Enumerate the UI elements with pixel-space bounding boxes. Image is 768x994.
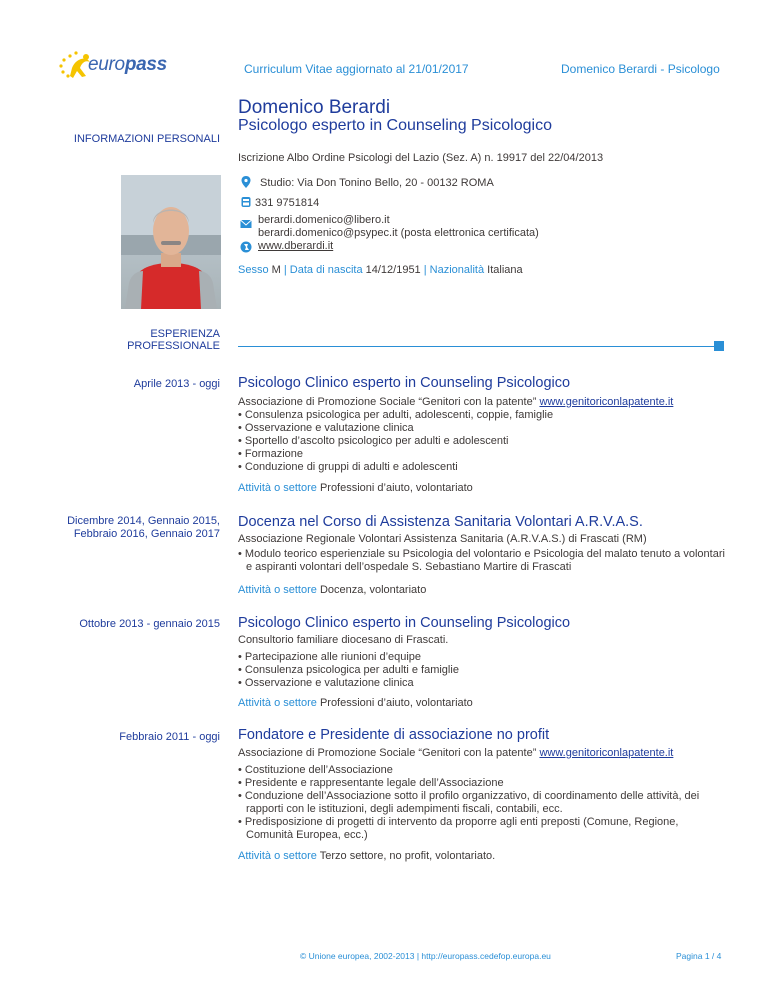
job-bullets xyxy=(238,651,459,690)
birth-value: 14/12/1951 xyxy=(365,264,421,276)
job-sector xyxy=(238,697,473,709)
employer-link[interactable]: www.genitoriconlapatente.it xyxy=(539,747,674,759)
job-date-line1: Dicembre 2014, Gennaio 2015, xyxy=(67,515,220,527)
list-item: • Sportello d’ascolto psicologico per adulti e adolescenti xyxy=(238,435,553,448)
section-divider-square xyxy=(714,341,724,351)
section-label-line1: ESPERIENZA xyxy=(150,328,220,340)
address-text: Studio: Via Don Tonino Bello, 20 - 00132 ROMA xyxy=(260,177,494,189)
list-item: • Formazione xyxy=(238,448,553,461)
person-name: Domenico Berardi xyxy=(238,97,391,118)
footer-copyright: © Unione europea, 2002-2013 | http://europass.cedefop.europa.eu xyxy=(300,951,551,961)
job-bullets xyxy=(238,764,718,842)
nationality-label: Nazionalità xyxy=(429,264,485,276)
list-item: • Conduzione di gruppi di adulti e adolescenti xyxy=(238,461,553,474)
section-divider xyxy=(238,346,714,347)
employer-link[interactable]: www.genitoriconlapatente.it xyxy=(539,396,674,408)
email-primary[interactable]: berardi.domenico@libero.it xyxy=(258,214,390,226)
list-item: • Osservazione e valutazione clinica xyxy=(238,677,459,690)
sector-label: Attività o settore xyxy=(238,697,317,709)
job-date xyxy=(0,515,220,541)
nationality-value: Italiana xyxy=(487,264,523,276)
page-number: Pagina 1 / 4 xyxy=(676,951,722,961)
email-certified[interactable]: berardi.domenico@psypec.it (posta elettronica certificata) xyxy=(258,227,539,239)
sector-label: Attività o settore xyxy=(238,482,317,494)
job-employer xyxy=(238,396,673,408)
website-link[interactable]: www.dberardi.it xyxy=(258,240,334,252)
sector-value: Professioni d’aiuto, volontariato xyxy=(319,697,473,709)
sex-label: Sesso xyxy=(238,264,269,276)
job-bullets xyxy=(238,548,730,574)
job-bullets xyxy=(238,409,553,474)
separator: | xyxy=(423,264,427,276)
job-title: Docenza nel Corso di Assistenza Sanitaria Volontari A.R.V.A.S. xyxy=(238,514,643,530)
job-date: Febbraio 2011 - oggi xyxy=(119,731,220,743)
job-employer: Associazione Regionale Volontari Assistenza Sanitaria (A.R.V.A.S.) di Frascati (RM) xyxy=(238,533,647,545)
website-icon xyxy=(240,241,252,253)
section-label-experience xyxy=(0,328,220,352)
employer-name: Associazione di Promozione Sociale “Genitori con la patente” xyxy=(238,396,537,408)
list-item: • Presidente e rappresentante legale dell’Associazione xyxy=(238,777,718,790)
employer-name: Associazione di Promozione Sociale “Genitori con la patente” xyxy=(238,747,537,759)
sector-label: Attività o settore xyxy=(238,584,317,596)
job-sector xyxy=(238,850,495,862)
job-date: Ottobre 2013 - gennaio 2015 xyxy=(79,618,220,630)
sector-value: Terzo settore, no profit, volontariato. xyxy=(319,850,496,862)
location-pin-icon xyxy=(240,176,252,188)
sex-value: M xyxy=(271,264,281,276)
person-subtitle: Psicologo esperto in Counseling Psicologico xyxy=(238,117,552,134)
job-sector xyxy=(238,482,473,494)
list-item: • Osservazione e valutazione clinica xyxy=(238,422,553,435)
job-employer: Consultorio familiare diocesano di Frascati. xyxy=(238,634,449,646)
sector-value: Professioni d’aiuto, volontariato xyxy=(319,482,473,494)
section-label-line2: PROFESSIONALE xyxy=(127,340,220,352)
list-item: • Modulo teorico esperienziale su Psicologia del volontario e Psicologia del malato tenuto a volontari e aspiranti volontari dell’ospedale S. Sebastiano Martire di Frascati xyxy=(238,548,730,574)
list-item: • Predisposizione di progetti di intervento da proporre agli enti preposti (Comune, Regione, Comunità Europea, ecc.) xyxy=(238,816,718,842)
header-name-role: Domenico Berardi - Psicologo xyxy=(561,62,720,76)
registration-text: Iscrizione Albo Ordine Psicologi del Lazio (Sez. A) n. 19917 del 22/04/2013 xyxy=(238,152,604,164)
sector-label: Attività o settore xyxy=(238,850,317,862)
profile-photo xyxy=(121,175,221,309)
separator: | xyxy=(283,264,287,276)
phone-number: 331 9751814 xyxy=(255,197,320,209)
job-title: Fondatore e Presidente di associazione no profit xyxy=(238,727,550,743)
sector-value: Docenza, volontariato xyxy=(319,584,427,596)
job-title: Psicologo Clinico esperto in Counseling Psicologico xyxy=(238,615,571,631)
section-label-personal: INFORMAZIONI PERSONALI xyxy=(73,133,220,145)
job-employer xyxy=(238,747,673,759)
job-date-line2: Febbraio 2016, Gennaio 2017 xyxy=(73,528,220,540)
personal-details xyxy=(238,264,523,276)
phone-icon xyxy=(240,196,252,208)
list-item: • Conduzione dell’Associazione sotto il profilo organizzativo, di coordinamento delle attività, dei rapporti con le istituzioni, degli adempimenti fiscali, contabili, ecc. xyxy=(238,790,718,816)
list-item: • Consulenza psicologica per adulti e famiglie xyxy=(238,664,459,677)
logo-text: europass xyxy=(88,54,167,75)
job-title: Psicologo Clinico esperto in Counseling Psicologico xyxy=(238,375,571,391)
list-item: • Partecipazione alle riunioni d’equipe xyxy=(238,651,459,664)
birth-label: Data di nascita xyxy=(289,264,363,276)
job-sector xyxy=(238,584,426,596)
list-item: • Consulenza psicologica per adulti, adolescenti, coppie, famiglie xyxy=(238,409,553,422)
email-icon xyxy=(240,218,252,230)
job-date: Aprile 2013 - oggi xyxy=(133,378,220,390)
cv-updated-date: Curriculum Vitae aggiornato al 21/01/2017 xyxy=(244,62,469,76)
list-item: • Costituzione dell’Associazione xyxy=(238,764,718,777)
